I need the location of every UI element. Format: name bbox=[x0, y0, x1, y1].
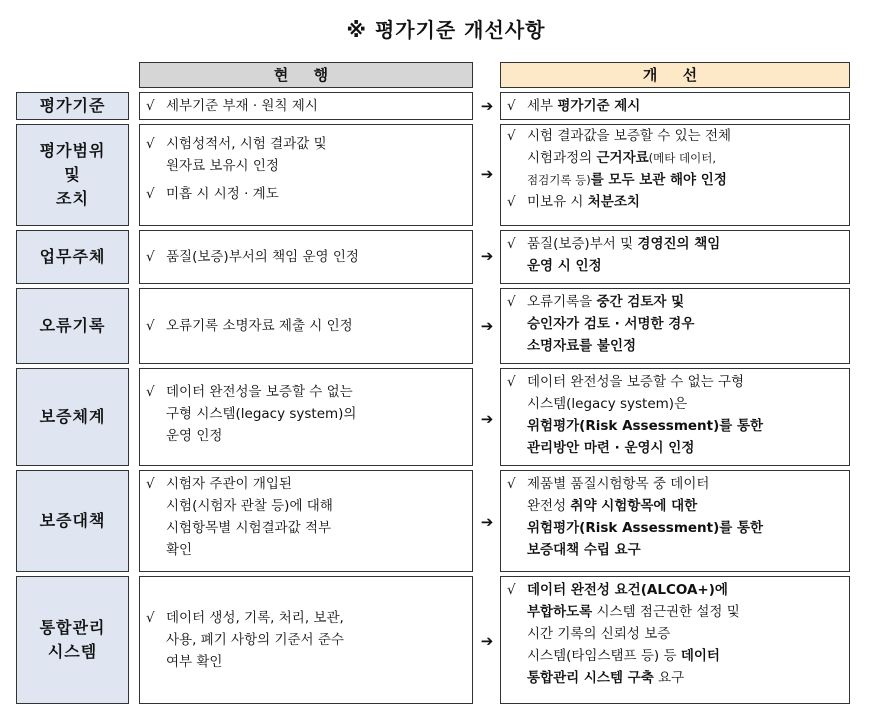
arrow-icon: ➔ bbox=[480, 97, 494, 115]
check-icon: √ bbox=[507, 476, 516, 492]
check-icon: √ bbox=[507, 128, 516, 144]
category-integrated-system: 통합관리 시스템 bbox=[16, 576, 129, 704]
arrow-icon: ➔ bbox=[480, 247, 494, 265]
check-icon: √ bbox=[146, 249, 155, 265]
improved-integrated-system: √ 데이터 완전성 요건(ALCOA+)에 부합하도록 시스템 점근권한 설정 및 시간 기록의 신뢰성 보증 시스템(타임스탬프 등) 등 데이터 통합관리 시스템 구축 요구 bbox=[500, 576, 850, 704]
check-icon: √ bbox=[146, 610, 155, 626]
check-icon: √ bbox=[146, 136, 155, 152]
check-icon: √ bbox=[146, 318, 155, 334]
check-icon: √ bbox=[507, 236, 516, 252]
check-icon: √ bbox=[507, 582, 516, 598]
page-title: ※ 평가기준 개선사항 bbox=[346, 18, 546, 42]
check-icon: √ bbox=[507, 194, 516, 210]
improved-assurance-measure: √ 제품별 품질시험항목 중 데이터 완전성 취약 시험항목에 대한 위험평가(Risk Assessment)를 통한 보증대책 수립 요구 bbox=[500, 470, 850, 572]
check-icon: √ bbox=[146, 384, 155, 400]
improved-responsible: √ 품질(보증)부서 및 경영진의 책임 운영 시 인정 bbox=[500, 230, 850, 284]
current-scope-action: √ 시험성적서, 시험 결과값 및 원자료 보유시 인정 √ 미흡 시 시정 · 계도 bbox=[139, 124, 473, 226]
improved-assurance-system: √ 데이터 완전성을 보증할 수 없는 구형 시스템(legacy system)은 위험평가(Risk Assessment)를 통한 관리방안 마련 · 운영시 인정 bbox=[500, 368, 850, 466]
check-icon: √ bbox=[507, 98, 516, 114]
category-responsible: 업무주체 bbox=[16, 230, 129, 284]
improved-criteria: √ 세부 평가기준 제시 bbox=[500, 92, 850, 120]
category-assurance-system: 보증체계 bbox=[16, 368, 129, 466]
arrow-icon: ➔ bbox=[480, 165, 494, 183]
category-criteria: 평가기준 bbox=[16, 92, 129, 120]
current-criteria: √ 세부기준 부재 · 원칙 제시 bbox=[139, 92, 473, 120]
check-icon: √ bbox=[146, 98, 155, 114]
improved-scope-action: √ 시험 결과값을 보증할 수 있는 전체 시험과정의 근거자료(메타 데이터, 점검기록 등)를 모두 보관 해야 인정 √ 미보유 시 처분조치 bbox=[500, 124, 850, 226]
check-icon: √ bbox=[146, 186, 155, 202]
arrow-icon: ➔ bbox=[480, 632, 494, 650]
category-assurance-measure: 보증대책 bbox=[16, 470, 129, 572]
arrow-icon: ➔ bbox=[480, 317, 494, 335]
check-icon: √ bbox=[146, 476, 155, 492]
header-improved: 개 선 bbox=[500, 62, 850, 88]
arrow-icon: ➔ bbox=[480, 410, 494, 428]
check-icon: √ bbox=[507, 294, 516, 310]
category-error-record: 오류기록 bbox=[16, 288, 129, 364]
header-current: 현 행 bbox=[139, 62, 473, 88]
current-integrated-system: √ 데이터 생성, 기록, 처리, 보관, 사용, 폐기 사항의 기준서 준수 여부 확인 bbox=[139, 576, 473, 704]
category-scope-action: 평가범위 및 조치 bbox=[16, 124, 129, 226]
improved-error-record: √ 오류기록을 중간 검토자 및 승인자가 검토 · 서명한 경우 소명자료를 불인정 bbox=[500, 288, 850, 364]
arrow-icon: ➔ bbox=[480, 513, 494, 531]
check-icon: √ bbox=[507, 374, 516, 390]
current-error-record: √ 오류기록 소명자료 제출 시 인정 bbox=[139, 288, 473, 364]
current-assurance-system: √ 데이터 완전성을 보증할 수 없는 구형 시스템(legacy system)의 운영 인정 bbox=[139, 368, 473, 466]
current-responsible: √ 품질(보증)부서의 책임 운영 인정 bbox=[139, 230, 473, 284]
current-assurance-measure: √ 시험자 주관이 개입된 시험(시험자 관찰 등)에 대해 시험항목별 시험결과값 적부 확인 bbox=[139, 470, 473, 572]
